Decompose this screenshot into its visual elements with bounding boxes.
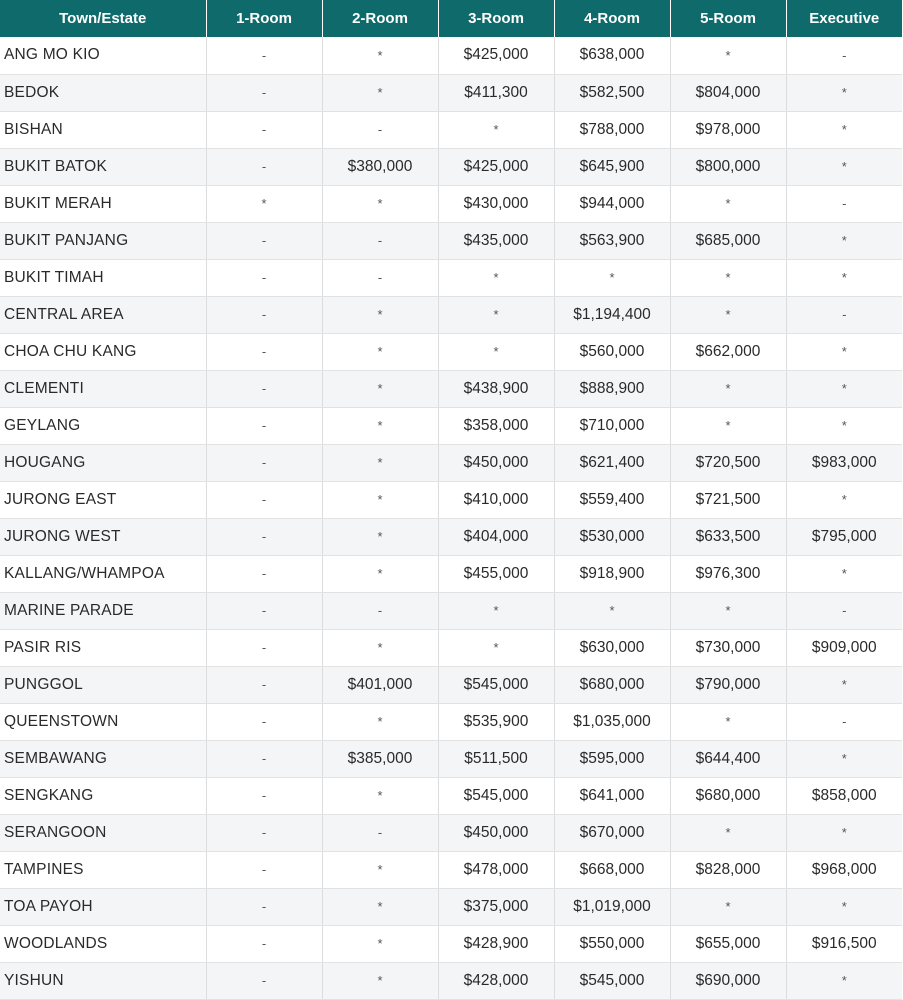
cell-3-room: *: [438, 259, 554, 296]
cell-town: BUKIT BATOK: [0, 148, 206, 185]
cell-3-room: $428,000: [438, 962, 554, 999]
cell-5-room: $680,000: [670, 777, 786, 814]
table-row: [0, 222, 902, 259]
cell-5-room: *: [670, 37, 786, 74]
cell-1-room: -: [206, 148, 322, 185]
cell-2-room: -: [322, 222, 438, 259]
cell-1-room: -: [206, 925, 322, 962]
cell-1-room: -: [206, 777, 322, 814]
cell-5-room: $721,500: [670, 481, 786, 518]
cell-1-room: -: [206, 555, 322, 592]
cell-4-room: *: [554, 592, 670, 629]
cell-1-room: -: [206, 333, 322, 370]
cell-5-room: $828,000: [670, 851, 786, 888]
cell-executive: *: [786, 259, 902, 296]
table-row: [0, 888, 902, 925]
cell-3-room: $375,000: [438, 888, 554, 925]
cell-2-room: *: [322, 185, 438, 222]
cell-3-room: $535,900: [438, 703, 554, 740]
header-3-room: 3-Room: [438, 0, 554, 37]
cell-1-room: -: [206, 592, 322, 629]
cell-1-room: -: [206, 666, 322, 703]
cell-4-room: $1,194,400: [554, 296, 670, 333]
cell-1-room: -: [206, 518, 322, 555]
cell-executive: $795,000: [786, 518, 902, 555]
cell-5-room: $790,000: [670, 666, 786, 703]
cell-executive: *: [786, 666, 902, 703]
header-5-room: 5-Room: [670, 0, 786, 37]
cell-3-room: $430,000: [438, 185, 554, 222]
table-row: [0, 925, 902, 962]
header-2-room: 2-Room: [322, 0, 438, 37]
cell-3-room: $450,000: [438, 814, 554, 851]
cell-4-room: $641,000: [554, 777, 670, 814]
cell-2-room: *: [322, 888, 438, 925]
cell-5-room: $633,500: [670, 518, 786, 555]
cell-4-room: $668,000: [554, 851, 670, 888]
cell-3-room: *: [438, 296, 554, 333]
cell-2-room: *: [322, 407, 438, 444]
cell-executive: $983,000: [786, 444, 902, 481]
cell-3-room: $435,000: [438, 222, 554, 259]
cell-5-room: $685,000: [670, 222, 786, 259]
cell-town: SERANGOON: [0, 814, 206, 851]
cell-4-room: *: [554, 259, 670, 296]
cell-5-room: $730,000: [670, 629, 786, 666]
cell-town: YISHUN: [0, 962, 206, 999]
cell-1-room: -: [206, 407, 322, 444]
table-row: [0, 629, 902, 666]
cell-3-room: $404,000: [438, 518, 554, 555]
table-row: [0, 333, 902, 370]
cell-town: BEDOK: [0, 74, 206, 111]
cell-town: BISHAN: [0, 111, 206, 148]
cell-executive: *: [786, 481, 902, 518]
cell-2-room: *: [322, 481, 438, 518]
cell-3-room: *: [438, 333, 554, 370]
table-header: [0, 0, 902, 37]
cell-3-room: $545,000: [438, 666, 554, 703]
cell-town: GEYLANG: [0, 407, 206, 444]
table-row: [0, 666, 902, 703]
cell-4-room: $1,035,000: [554, 703, 670, 740]
cell-4-room: $560,000: [554, 333, 670, 370]
cell-town: BUKIT PANJANG: [0, 222, 206, 259]
cell-2-room: *: [322, 296, 438, 333]
table-row: [0, 185, 902, 222]
cell-town: JURONG EAST: [0, 481, 206, 518]
table-row: [0, 444, 902, 481]
cell-town: WOODLANDS: [0, 925, 206, 962]
header-4-room: 4-Room: [554, 0, 670, 37]
cell-3-room: $425,000: [438, 148, 554, 185]
cell-5-room: $720,500: [670, 444, 786, 481]
header-1-room: 1-Room: [206, 0, 322, 37]
cell-4-room: $545,000: [554, 962, 670, 999]
table-row: [0, 592, 902, 629]
cell-4-room: $1,019,000: [554, 888, 670, 925]
cell-2-room: *: [322, 629, 438, 666]
cell-2-room: *: [322, 703, 438, 740]
cell-2-room: *: [322, 333, 438, 370]
cell-3-room: $428,900: [438, 925, 554, 962]
cell-5-room: *: [670, 296, 786, 333]
cell-5-room: *: [670, 370, 786, 407]
cell-executive: *: [786, 814, 902, 851]
cell-2-room: *: [322, 370, 438, 407]
cell-2-room: *: [322, 925, 438, 962]
cell-5-room: *: [670, 888, 786, 925]
cell-3-room: $545,000: [438, 777, 554, 814]
cell-executive: *: [786, 888, 902, 925]
cell-4-room: $550,000: [554, 925, 670, 962]
cell-town: CENTRAL AREA: [0, 296, 206, 333]
table-row: [0, 555, 902, 592]
header-executive: Executive: [786, 0, 902, 37]
cell-town: SENGKANG: [0, 777, 206, 814]
cell-1-room: -: [206, 888, 322, 925]
cell-2-room: -: [322, 111, 438, 148]
table-row: [0, 962, 902, 999]
cell-executive: -: [786, 296, 902, 333]
cell-1-room: -: [206, 703, 322, 740]
table-row: [0, 740, 902, 777]
cell-town: BUKIT TIMAH: [0, 259, 206, 296]
cell-executive: *: [786, 148, 902, 185]
table-row: [0, 296, 902, 333]
cell-3-room: $511,500: [438, 740, 554, 777]
cell-2-room: *: [322, 518, 438, 555]
cell-2-room: *: [322, 37, 438, 74]
cell-1-room: -: [206, 259, 322, 296]
cell-4-room: $680,000: [554, 666, 670, 703]
cell-4-room: $630,000: [554, 629, 670, 666]
cell-executive: -: [786, 592, 902, 629]
table-row: [0, 370, 902, 407]
cell-3-room: *: [438, 111, 554, 148]
cell-3-room: $411,300: [438, 74, 554, 111]
cell-4-room: $582,500: [554, 74, 670, 111]
table-row: [0, 851, 902, 888]
table-row: [0, 777, 902, 814]
cell-5-room: $800,000: [670, 148, 786, 185]
cell-town: BUKIT MERAH: [0, 185, 206, 222]
cell-1-room: -: [206, 851, 322, 888]
cell-executive: $858,000: [786, 777, 902, 814]
cell-2-room: *: [322, 555, 438, 592]
table-row: [0, 111, 902, 148]
cell-2-room: $380,000: [322, 148, 438, 185]
table-row: [0, 481, 902, 518]
cell-executive: *: [786, 555, 902, 592]
cell-5-room: $976,300: [670, 555, 786, 592]
cell-2-room: -: [322, 592, 438, 629]
cell-executive: *: [786, 962, 902, 999]
cell-town: ANG MO KIO: [0, 37, 206, 74]
cell-executive: $909,000: [786, 629, 902, 666]
cell-1-room: -: [206, 962, 322, 999]
cell-4-room: $638,000: [554, 37, 670, 74]
cell-4-room: $670,000: [554, 814, 670, 851]
cell-5-room: *: [670, 592, 786, 629]
cell-town: PUNGGOL: [0, 666, 206, 703]
cell-2-room: *: [322, 851, 438, 888]
cell-3-room: *: [438, 592, 554, 629]
cell-2-room: *: [322, 777, 438, 814]
cell-2-room: $401,000: [322, 666, 438, 703]
cell-executive: $968,000: [786, 851, 902, 888]
cell-5-room: $644,400: [670, 740, 786, 777]
cell-5-room: *: [670, 259, 786, 296]
cell-1-room: -: [206, 222, 322, 259]
header-town: Town/Estate: [0, 0, 206, 37]
cell-town: CHOA CHU KANG: [0, 333, 206, 370]
cell-3-room: $478,000: [438, 851, 554, 888]
cell-3-room: $425,000: [438, 37, 554, 74]
cell-1-room: -: [206, 37, 322, 74]
cell-2-room: -: [322, 259, 438, 296]
cell-5-room: *: [670, 185, 786, 222]
cell-4-room: $918,900: [554, 555, 670, 592]
cell-1-room: -: [206, 740, 322, 777]
cell-4-room: $710,000: [554, 407, 670, 444]
cell-1-room: -: [206, 444, 322, 481]
cell-executive: *: [786, 74, 902, 111]
cell-3-room: $455,000: [438, 555, 554, 592]
cell-5-room: *: [670, 814, 786, 851]
cell-executive: -: [786, 185, 902, 222]
cell-4-room: $888,900: [554, 370, 670, 407]
table-row: [0, 259, 902, 296]
cell-1-room: -: [206, 111, 322, 148]
cell-1-room: -: [206, 296, 322, 333]
cell-town: QUEENSTOWN: [0, 703, 206, 740]
cell-executive: *: [786, 333, 902, 370]
cell-executive: *: [786, 222, 902, 259]
cell-4-room: $645,900: [554, 148, 670, 185]
cell-town: SEMBAWANG: [0, 740, 206, 777]
cell-town: CLEMENTI: [0, 370, 206, 407]
cell-executive: $916,500: [786, 925, 902, 962]
cell-5-room: $655,000: [670, 925, 786, 962]
cell-town: HOUGANG: [0, 444, 206, 481]
table-row: [0, 814, 902, 851]
cell-3-room: $410,000: [438, 481, 554, 518]
cell-town: KALLANG/WHAMPOA: [0, 555, 206, 592]
table-row: [0, 518, 902, 555]
cell-4-room: $595,000: [554, 740, 670, 777]
cell-3-room: *: [438, 629, 554, 666]
cell-1-room: -: [206, 74, 322, 111]
cell-5-room: *: [670, 407, 786, 444]
cell-5-room: *: [670, 703, 786, 740]
cell-5-room: $978,000: [670, 111, 786, 148]
cell-executive: *: [786, 370, 902, 407]
cell-executive: *: [786, 407, 902, 444]
cell-2-room: *: [322, 962, 438, 999]
table-row: [0, 37, 902, 74]
cell-executive: *: [786, 740, 902, 777]
cell-town: PASIR RIS: [0, 629, 206, 666]
cell-4-room: $559,400: [554, 481, 670, 518]
cell-executive: -: [786, 37, 902, 74]
cell-town: JURONG WEST: [0, 518, 206, 555]
cell-2-room: $385,000: [322, 740, 438, 777]
cell-executive: -: [786, 703, 902, 740]
cell-5-room: $804,000: [670, 74, 786, 111]
table-body: [0, 37, 902, 999]
cell-3-room: $438,900: [438, 370, 554, 407]
cell-5-room: $662,000: [670, 333, 786, 370]
cell-4-room: $944,000: [554, 185, 670, 222]
cell-1-room: *: [206, 185, 322, 222]
cell-4-room: $563,900: [554, 222, 670, 259]
cell-2-room: *: [322, 74, 438, 111]
cell-4-room: $530,000: [554, 518, 670, 555]
cell-4-room: $621,400: [554, 444, 670, 481]
cell-1-room: -: [206, 370, 322, 407]
cell-town: TOA PAYOH: [0, 888, 206, 925]
cell-5-room: $690,000: [670, 962, 786, 999]
cell-1-room: -: [206, 814, 322, 851]
cell-1-room: -: [206, 481, 322, 518]
cell-1-room: -: [206, 629, 322, 666]
table-row: [0, 407, 902, 444]
cell-town: TAMPINES: [0, 851, 206, 888]
cell-4-room: $788,000: [554, 111, 670, 148]
header-row: [0, 0, 902, 37]
table-row: [0, 74, 902, 111]
cell-3-room: $358,000: [438, 407, 554, 444]
cell-executive: *: [786, 111, 902, 148]
cell-2-room: *: [322, 444, 438, 481]
cell-town: MARINE PARADE: [0, 592, 206, 629]
cell-2-room: -: [322, 814, 438, 851]
cell-3-room: $450,000: [438, 444, 554, 481]
table-row: [0, 703, 902, 740]
table-row: [0, 148, 902, 185]
